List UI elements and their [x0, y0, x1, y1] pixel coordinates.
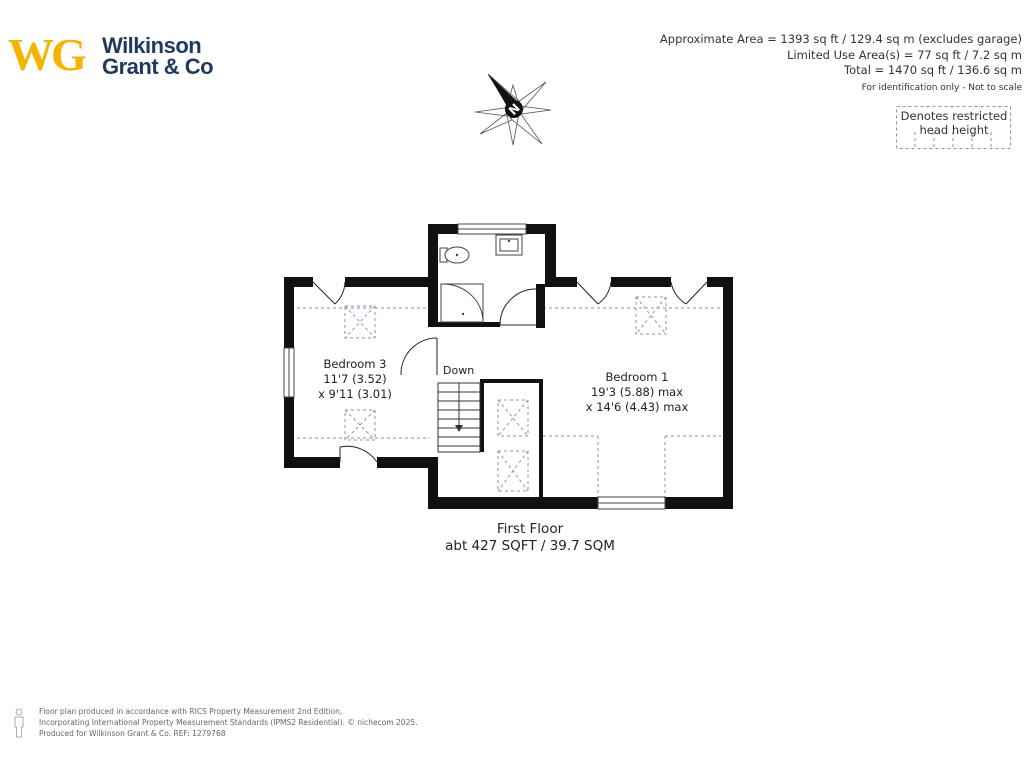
staircase: [438, 383, 480, 452]
floor-label: [430, 521, 630, 555]
compass-rose-icon: [474, 72, 552, 146]
bedroom-1-name: Bedroom 1: [605, 370, 669, 384]
restricted-height-legend: [896, 106, 1012, 149]
stairs-down-arrow-icon: [455, 425, 463, 432]
footer-line1: Floor plan produced in accordance with RICS Property Measurement 2nd Edition,: [39, 707, 343, 716]
logo-monogram: WG: [8, 29, 84, 80]
footer-line3: Produced for Wilkinson Grant & Co. REF: 1279768: [39, 729, 226, 738]
bedroom-3-name: Bedroom 3: [323, 357, 387, 371]
bedroom-3-dimension-1: 11'7 (3.52): [323, 372, 387, 386]
bedroom-3-dimension-2: x 9'11 (3.01): [318, 387, 392, 401]
approximate-area: Approximate Area = 1393 sq ft / 129.4 sq m (excludes garage): [659, 32, 1022, 46]
bedroom-3-label: [305, 357, 405, 402]
company-logo: [8, 29, 218, 82]
area-summary: [660, 32, 1022, 94]
compass-north-letter: N: [505, 100, 523, 118]
logo-name-line1: Wilkinson: [102, 33, 202, 58]
legend-line1: Denotes restricted: [900, 109, 1008, 123]
limited-use-area: Limited Use Area(s) = 77 sq ft / 7.2 sq m: [787, 47, 1022, 62]
person-scale-icon: [12, 708, 26, 738]
total-area: Total = 1470 sq ft / 136.6 sq m: [844, 63, 1022, 77]
footer-line2: Incorporating International Property Measurement Standards (IPMS2 Residential). © nichecom 2025.: [39, 718, 418, 727]
logo-name-line2: Grant & Co: [102, 54, 214, 79]
legend-line2: head height: [919, 123, 989, 137]
legend-text: [896, 109, 1012, 137]
bathroom-fixtures: [440, 235, 522, 322]
stairs-down-label: Down: [443, 364, 475, 377]
identification-note: For identification only - Not to scale: [861, 82, 1022, 93]
floor-area: abt 427 SQFT / 39.7 SQM: [445, 538, 615, 554]
bedroom-1-dimension-2: x 14'6 (4.43) max: [585, 400, 689, 414]
logo-company-name: [102, 35, 213, 77]
bedroom-1-label: [577, 370, 697, 415]
north-compass: [474, 72, 552, 146]
bedroom-1-dimension-1: 19'3 (5.88) max: [590, 385, 684, 399]
footer-credits: [39, 706, 418, 739]
floor-name: First Floor: [496, 521, 564, 537]
